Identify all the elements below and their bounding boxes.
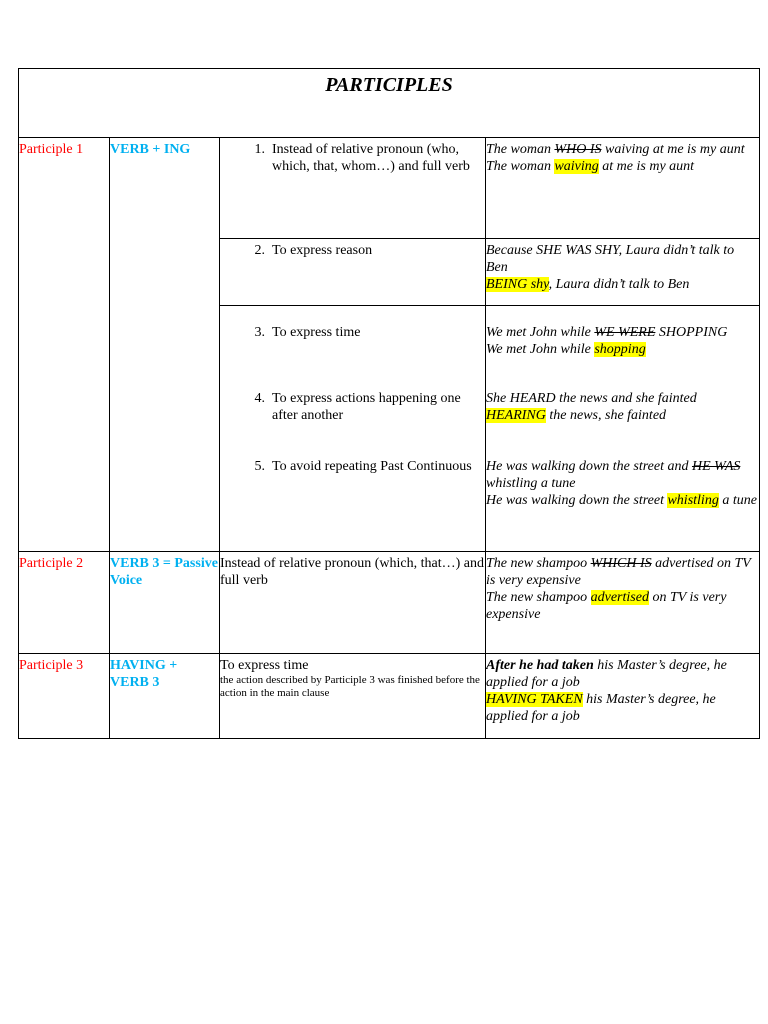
participle-1-uses-3-5: 3. To express time 4. To express actions happening one after another 5. To avoid repeating Past Continuous [220, 306, 486, 552]
participle-1-use-1: 1. Instead of relative pronoun (who, which, that, whom…) and full verb [220, 138, 486, 239]
participle-2-use: Instead of relative pronoun (which, that…) and full verb [220, 552, 486, 654]
table-row [19, 552, 760, 654]
participles-table [18, 68, 760, 739]
participle-3-use: To express time the action described by Participle 3 was finished before the action in the main clause [220, 654, 486, 739]
table-row [19, 654, 760, 739]
participle-1-example-2: Because SHE WAS SHY, Laura didn’t talk to Ben BEING shy, Laura didn’t talk to Ben [486, 239, 760, 306]
participle-1-example-1: The woman WHO IS waiving at me is my aunt The woman waiving at me is my aunt [486, 138, 760, 239]
participle-2-name: Participle 2 [19, 552, 110, 654]
title-row [19, 69, 760, 138]
participle-3-name: Participle 3 [19, 654, 110, 739]
participle-1-name: Participle 1 [19, 138, 110, 552]
participle-1-form: VERB + ING [110, 138, 220, 552]
participle-2-form: VERB 3 = Passive Voice [110, 552, 220, 654]
participle-1-examples-3-5: We met John while WE WERE SHOPPING We met John while shopping She HEARD the news and she fainted HEARING the news, she fainted He was walking down the street and HE WAS whistling a tune He was walking down the street whistling a tune [486, 306, 760, 552]
participle-3-example: After he had taken his Master’s degree, he applied for a job HAVING TAKEN his Master’s degree, he applied for a job [486, 654, 760, 739]
page-title: PARTICIPLES [325, 74, 453, 96]
participle-3-note: the action described by Participle 3 was finished before the action in the main clause [220, 674, 480, 699]
participle-2-example: The new shampoo WHICH IS advertised on TV is very expensive The new shampoo advertised on TV is very expensive [486, 552, 760, 654]
participle-3-form: HAVING + VERB 3 [110, 654, 220, 739]
participle-1-use-2: 2. To express reason [220, 239, 486, 306]
table-row [19, 138, 760, 239]
